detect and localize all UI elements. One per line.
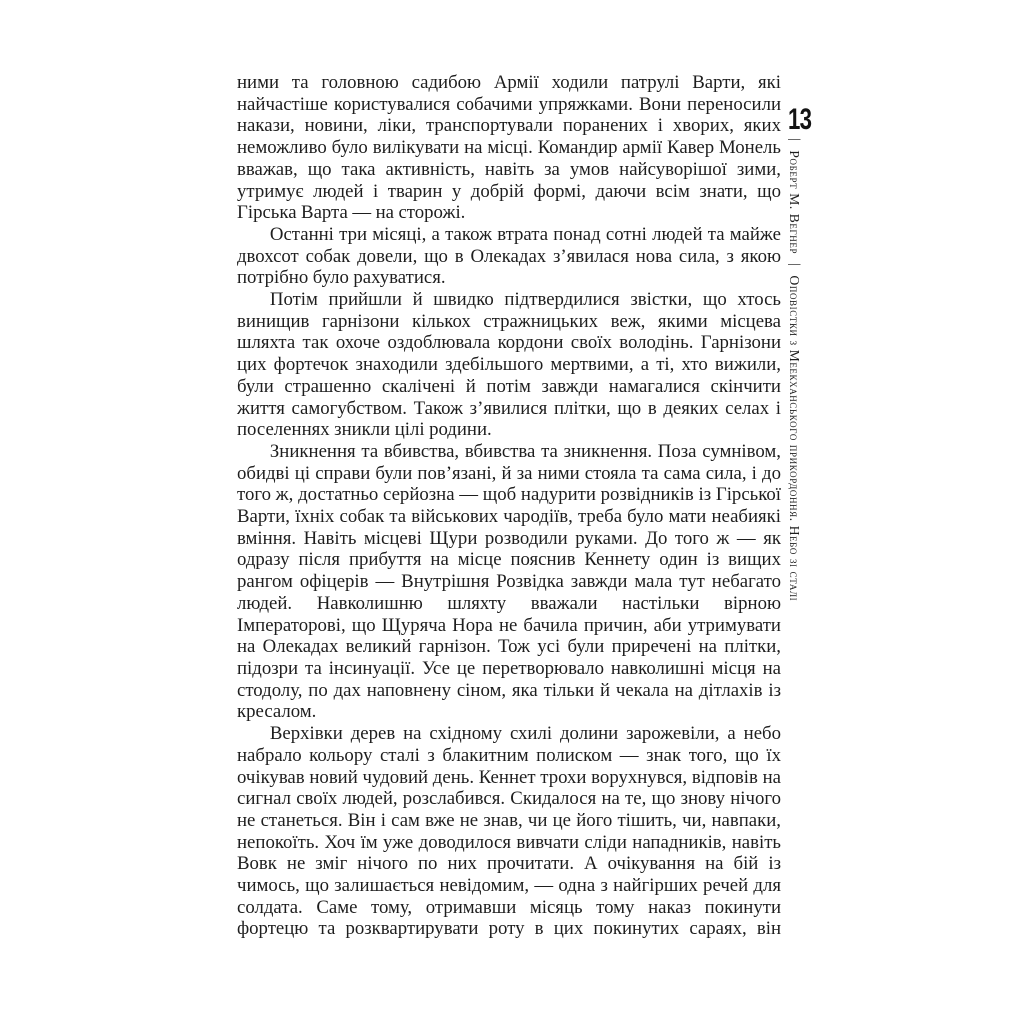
- header-title: Оповістки з Меекханського прикордоння. Небо зі сталі: [787, 275, 802, 602]
- paragraph: Верхівки дерев на східному схилі долини зарожевіли, а небо набрало кольору сталі з блакитним полиском — знак того, що їх очікував новий чудовий день. Кеннет трохи ворухнувся, відповів на сигнал своїх людей, розслабився. Скидалося на те, що знову нічого не станеться. Він і сам вже не знав, чи це його тішить, чи, навпаки, непокоїть. Хоч їм уже доводилося вивчати сліди нападників, навіть Вовк не зміг нічого по них прочитати. А очікування на бій із чимось, що залишається невідомим, — одна з найгірших речей для солдата. Саме тому, отримавши місяць тому наказ покинути фортецю та розквартирувати роту в цих покинутих сараях, він: [237, 723, 781, 940]
- paragraph: Потім прийшли й швидко підтвердилися звістки, що хтось винищив гарнізони кількох стражницьких веж, якими місцева шляхта так охоче оздоблювала кордони своїх володінь. Гарнізони цих фортечок знаходили здебільшого мертвими, а ті, хто вижили, були страшенно скалічені й потім завжди намагалися скінчити життя самогубством. Також з’явилися плітки, що в деяких селах і поселеннях зникли цілі родини.: [237, 289, 781, 441]
- paragraph: Зникнення та вбивства, вбивства та зникнення. Поза сумнівом, обидві ці справи були пов’язані, й за ними стояла та сама сила, і до того ж, достатньо серйозна — щоб надурити розвідників із Гірської Варти, їхніх собак та військових чародіїв, треба було мати неабиякі вміння. Навіть місцеві Щури розводили руками. До того ж — як одразу після прибуття на місце пояснив Кеннету один із вищих рангом офіцерів — Внутрішня Розвідка завжди мала тут небагато людей. Навколишню шляхту вважали настільки вірною Імператорові, що Щуряча Нора не бачила причин, аби утримувати на Олекадах великий гарнізон. Тож усі були приречені на плітки, підозри та інсинуації. Усе це перетворювало навколишні місця на стодолу, по дах наповнену сіном, яка тільки й чекала на дітлахів із кресалом.: [237, 440, 781, 723]
- paragraph: Останні три місяці, а також втрата понад сотні людей та майже двохсот собак довели, що в Олекадах з’явилася нова сила, з якою потрібно було рахуватися.: [237, 223, 781, 289]
- page-number: 13: [788, 103, 812, 136]
- paragraph: ними та головною садибою Армії ходили патрулі Варти, які найчастіше користувалися собачими упряжками. Вони переносили накази, новини, ліки, транспортували поранених і хворих, яких неможливо було вилікувати на місці. Командир армії Кавер Монель вважав, що така активність, навіть за умов найсуворішої зими, утримує людей і тварин у добрій формі, даючи всім знати, що Гірська Варта — на сторожі.: [237, 72, 781, 224]
- header-separator: |: [787, 263, 802, 267]
- running-header: [786, 133, 802, 873]
- page-text-column: [237, 72, 781, 940]
- header-separator: |: [787, 138, 802, 142]
- header-author: Роберт М. Вегнер: [787, 150, 802, 255]
